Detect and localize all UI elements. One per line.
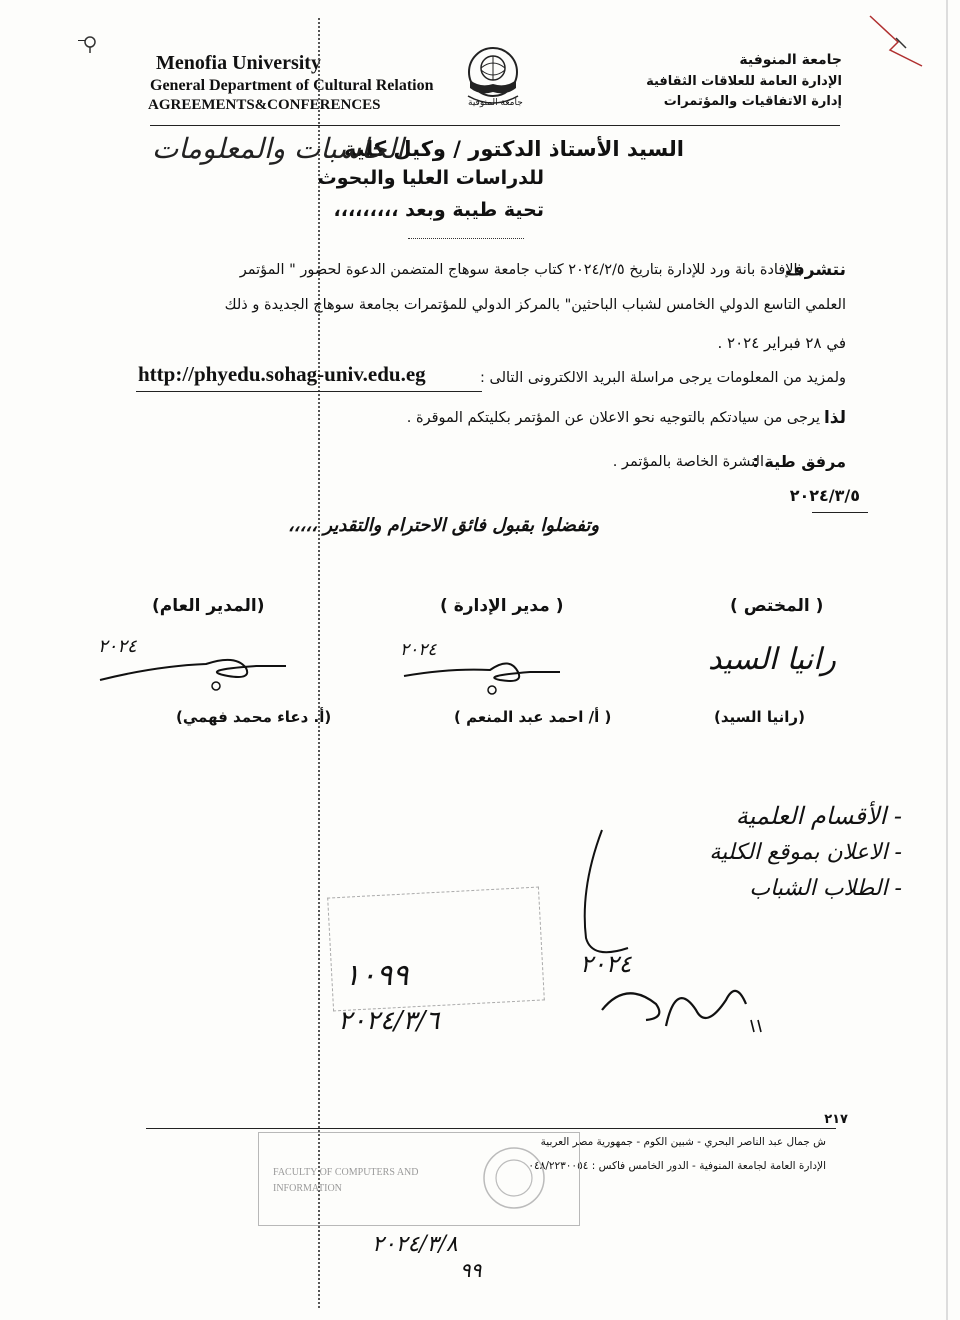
sig-name-general-manager: (أ. دعاء محمد فهمي) [176,708,332,726]
p4-lead: مرفق طية : [752,452,846,471]
en-department-name: General Department of Cultural Relation [150,77,434,94]
referral-line-1: - الأقسام العلمية [735,802,902,830]
stamp-text-1: FACULTY OF COMPUTERS AND [273,1167,419,1178]
p1-line1: بالإفادة بانة ورد للإدارة بتاريخ ٢٠٢٤/٢/٥ كتاب جامعة سوهاج المتضمن الدعوة لحضور " المؤتمر [239,262,802,278]
en-section-name: AGREEMENTS&CONFERENCES [148,97,381,113]
footer-address-2: الإدارة العامة لجامعة المنوفية - الدور الخامس فاكس : ٠٤٨/٢٢٣٠٠٥٤ [528,1160,826,1172]
closing-line: وتفضلوا بقبول فائق الاحترام والتقدير ،،،،، [288,515,600,536]
sig-name-department-manager: ( أ/ احمد عبد المنعم ) [454,708,612,726]
addressee-handwritten-faculty: الحاسبات والمعلومات [152,132,404,165]
referral-line-3: - الطلاب الشباب [749,876,902,901]
sig-name-specialist: (رانيا السيد) [714,708,805,726]
pin-mark-icon [80,34,100,54]
referral-bracket [572,828,632,968]
footer-address-1: ش جمال عبد الناصر البحري - شبين الكوم - جمهورية مصر العربية [540,1136,826,1148]
logo-caption: جامعة المنوفية [468,98,523,108]
header-bottom-rule [150,125,840,126]
footer-rule [146,1128,836,1129]
sig-title-general-manager: (المدير العام) [152,596,265,616]
addressee-line1: السيد الأستاذ الدكتور / وكيل كلية [343,137,684,161]
referral-line-2: - الاعلان بموقع الكلية [709,840,902,865]
scan-fold-line [318,18,320,1308]
ar-section-name: إدارة الاتفاقيات والمؤتمرات [663,94,842,109]
en-university-name: Menofia University [156,52,321,74]
incoming-ref-date: ٢٠٢٤/٣/٦ [338,1006,440,1036]
signature-specialist: رانيا السيد [708,642,836,677]
p2-text: ولمزيد من المعلومات يرجى مراسلة البريد الالكترونى التالى : [479,370,846,386]
url-underline [136,391,482,392]
faculty-receipt-stamp [258,1132,580,1226]
corner-scribble-icon [868,12,928,72]
conference-url-link[interactable]: http://phyedu.sohag-univ.edu.eg [138,362,426,386]
sig-title-specialist: ( المختص ) [730,596,824,616]
signature-department-manager-year: ٢٠٢٤ [400,640,437,660]
ar-department-name: الإدارة العامة للعلاقات الثقافية [646,74,842,89]
sig-title-department-manager: ( مدير الإدارة ) [440,596,564,616]
p1-line2: العلمي التاسع الدولي الخامس لشباب الباحثين" بالمركز الدولي للمؤتمرات بجامعة سوهاج الجديدة و ذلك [224,297,846,313]
letter-date: ٢٠٢٤/٣/٥ [789,486,860,505]
right-scan-edge [946,0,948,1320]
stamp-text-2: INFORMATION [273,1183,342,1194]
ar-university-name: جامعة المنوفية [739,52,842,68]
signature-general-manager-year: ٢٠٢٤ [98,636,137,657]
p1-lead: نتشرف [785,260,846,280]
addressee-line2: للدراسات العليا والبحوث [317,167,544,189]
p1-line3: في ٢٨ فبراير ٢٠٢٤ . [717,334,846,352]
stamp-emblem-icon [479,1143,549,1213]
hand-year-note: ٢٠٢٤ [580,950,632,978]
date-underline [812,512,868,513]
incoming-ref-number: ١٠٩٩ [344,958,409,993]
page-number: ٢١٧ [824,1112,848,1127]
approval-signature [596,970,766,1040]
greeting: تحية طيبة وبعد ،،،،،،،،، [333,199,544,221]
p3-lead: لذا [823,408,846,428]
stamp-bottom-date: ٢٠٢٤/٣/٨ [372,1232,458,1257]
p3-text: يرجى من سيادتكم بالتوجيه نحو الاعلان عن المؤتمر بكليتكم الموقرة . [406,410,820,426]
greeting-underline [408,238,524,239]
p4-text: النشرة الخاصة بالمؤتمر . [612,454,764,470]
stamp-bottom-number: ٩٩ [460,1258,482,1282]
